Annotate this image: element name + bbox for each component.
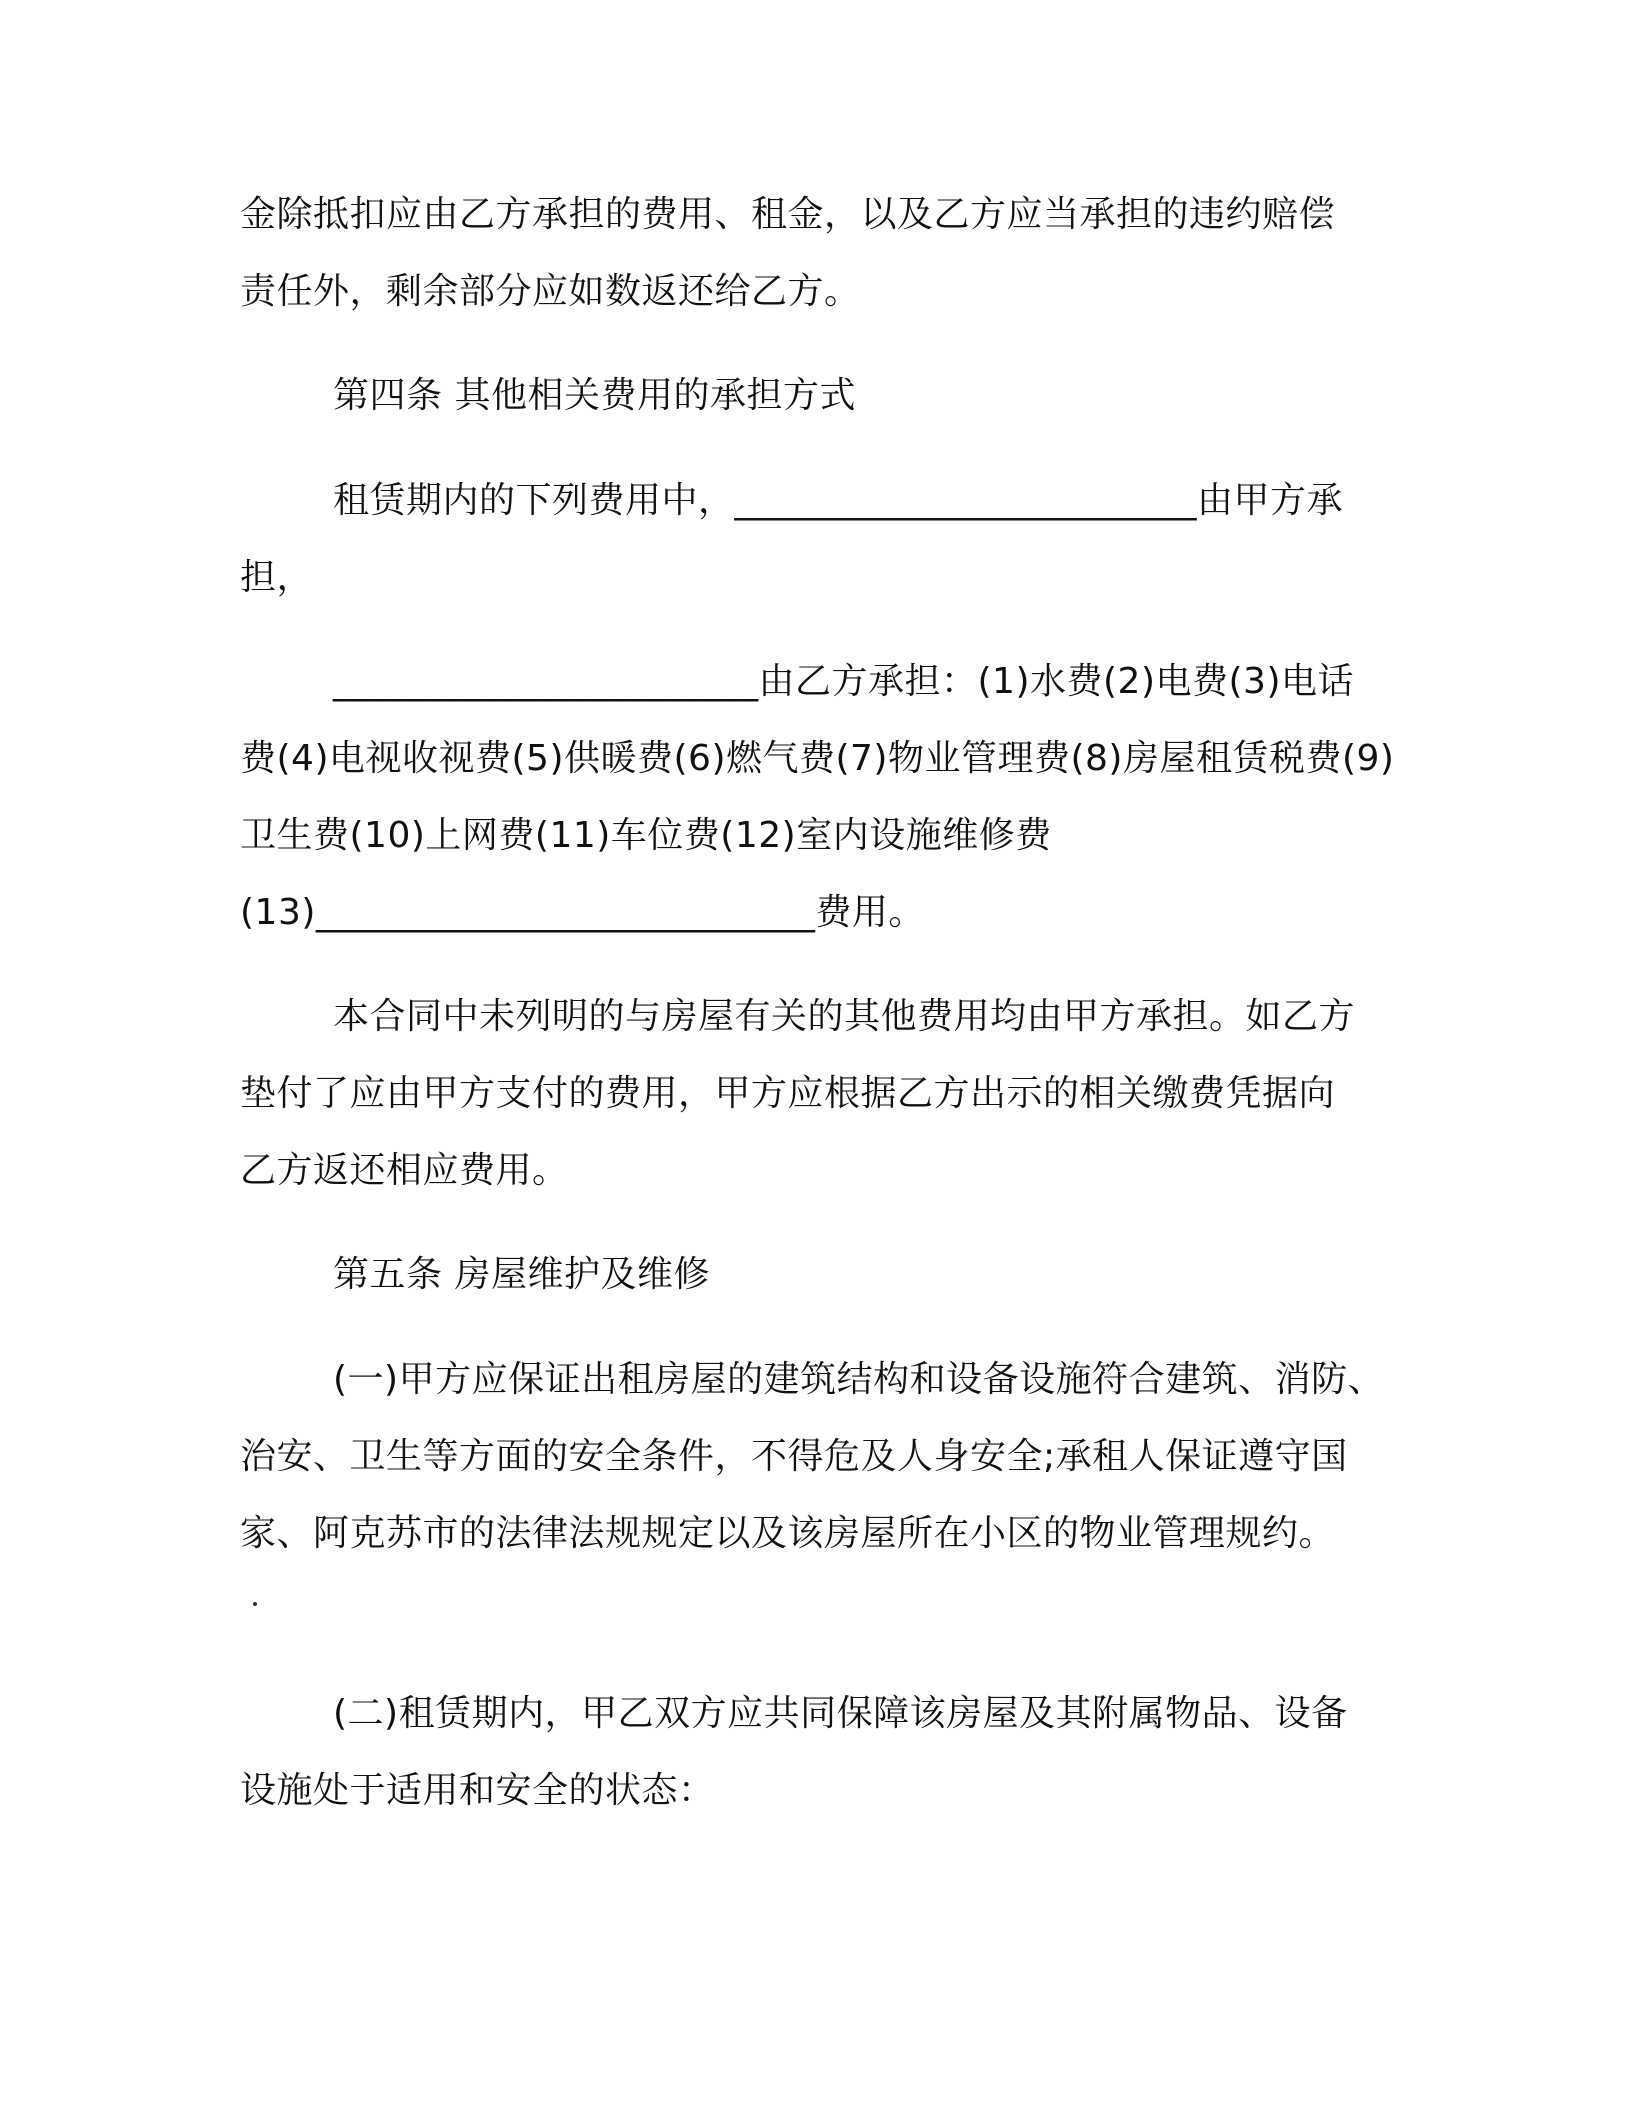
text-line-10: 本合同中未列明的与房屋有关的其他费用均由甲方承担。如乙方 <box>333 996 1356 1037</box>
text-line-12: 乙方返还相应费用。 <box>240 1150 569 1191</box>
section-heading-5: 第五条 房屋维护及维修 <box>333 1254 710 1295</box>
section-heading-4: 第四条 其他相关费用的承担方式 <box>333 375 856 416</box>
text-line-15: 治安、卫生等方面的安全条件，不得危及人身安全;承租人保证遵守国 <box>240 1436 1348 1477</box>
text-line-11: 垫付了应由甲方支付的费用，甲方应根据乙方出示的相关缴费凭据向 <box>240 1073 1336 1114</box>
text-line-8: 卫生费(10)上网费(11)车位费(12)室内设施维修费 <box>240 815 1052 856</box>
stray-dot <box>253 1602 257 1606</box>
text-line-2: 责任外，剩余部分应如数返还给乙方。 <box>240 271 861 312</box>
text-line-1: 金除抵扣应由乙方承担的费用、租金，以及乙方应当承担的违约赔偿 <box>240 194 1336 235</box>
text-line-14: (一)甲方应保证出租房屋的建筑结构和设备设施符合建筑、消防、 <box>333 1359 1385 1400</box>
text-line-9: (13)___________________________费用。 <box>240 892 925 933</box>
text-line-7: 费(4)电视收视费(5)供暖费(6)燃气费(7)物业管理费(8)房屋租赁税费(9) <box>240 738 1395 779</box>
text-line-16: 家、阿克苏市的法律法规规定以及该房屋所在小区的物业管理规约。 <box>240 1513 1336 1554</box>
text-line-6: _______________________由乙方承担：(1)水费(2)电费(3)电话 <box>333 661 1354 702</box>
text-line-18: 设施处于适用和安全的状态： <box>240 1770 715 1811</box>
text-line-17: (二)租赁期内，甲乙双方应共同保障该房屋及其附属物品、设备 <box>333 1693 1348 1734</box>
text-line-5: 担， <box>240 557 314 598</box>
text-line-4: 租赁期内的下列费用中，_________________________由甲方承 <box>333 480 1344 521</box>
